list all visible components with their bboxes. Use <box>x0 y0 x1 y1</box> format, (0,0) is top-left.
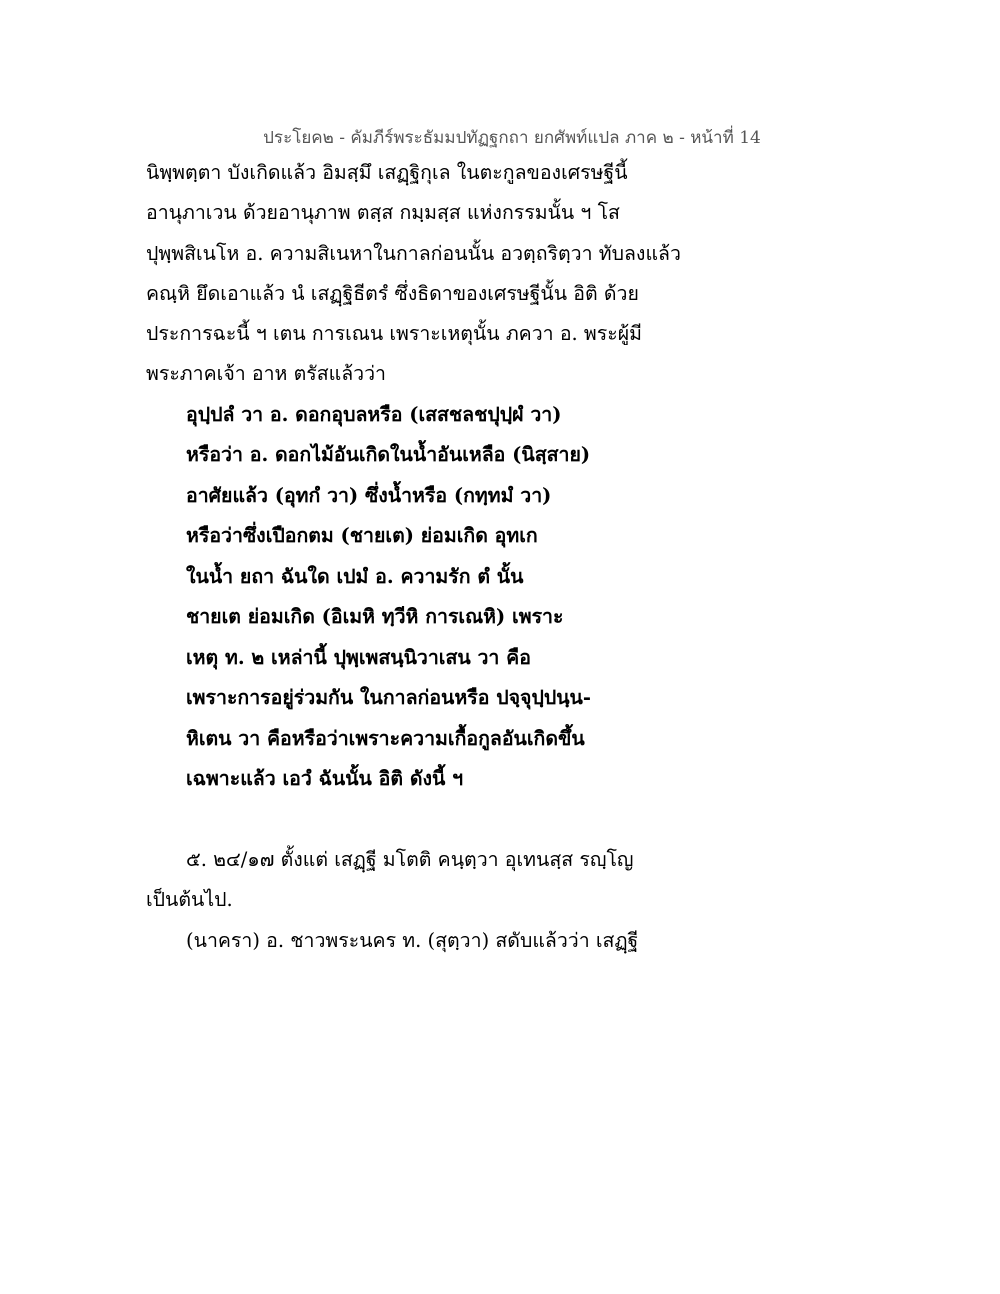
verse-line: อาศัยแล้ว (อุทกํ วา) ซึ่งน้ำหรือ (กทฺทมํ วา) <box>186 484 552 507</box>
verse-line: ในน้ำ ยถา ฉันใด เปมํ อ. ความรัก ตํ นั้น <box>186 565 524 588</box>
text-line: ประการฉะนี้ ฯ เตน การเณน เพราะเหตุนั้น ภควา อ. พระผู้มี <box>146 322 643 345</box>
verse-line: เหตุ ท. ๒ เหล่านี้ ปุพฺเพสนฺนิวาเสน วา คือ <box>186 646 531 669</box>
text-line: คณฺหิ ยึดเอาแล้ว นํ เสฏฺฐิธีตรํ ซึ่งธิดาของเศรษฐีนั้น อิติ ด้วย <box>146 282 639 305</box>
page-header-text: ประโยค๒ - คัมภีร์พระธัมมปทัฏฐกถา ยกศัพท์แปล ภาค ๒ - หน้าที่ 14 <box>263 128 761 148</box>
verse-line: หิเตน วา คือหรือว่าเพราะความเกื้อกูลอันเกิดขึ้น <box>186 727 585 750</box>
page-header <box>0 124 1000 151</box>
verse-line: เฉพาะแล้ว เอวํ ฉันนั้น อิติ ดังนี้ ฯ <box>186 767 464 790</box>
text-line: (นาครา) อ. ชาวพระนคร ท. (สุตฺวา) สดับแล้วว่า เสฏฺฐี <box>186 929 639 952</box>
verse-line: อุปฺปลํ วา อ. ดอกอุบลหรือ (เสสชลชปุปฺผํ วา) <box>186 403 562 426</box>
verse-line: เพราะการอยู่ร่วมกัน ในกาลก่อนหรือ ปจฺจุปฺปนฺน- <box>186 686 591 709</box>
text-line: เป็นต้นไป. <box>146 888 233 911</box>
text-line: ปุพฺพสิเนโห อ. ความสิเนหาในกาลก่อนนั้น อวตฺถริตฺวา ทับลงแล้ว <box>146 242 681 265</box>
text-line: พระภาคเจ้า อาห ตรัสแล้วว่า <box>146 362 387 385</box>
verse-line: ชายเต ย่อมเกิด (อิเมหิ ทฺวีหิ การเณหิ) เพราะ <box>186 605 564 628</box>
verse-line: หรือว่าซึ่งเปือกตม (ชายเต) ย่อมเกิด อุทเก <box>186 524 538 547</box>
text-line: นิพฺพตฺตา บังเกิดแล้ว อิมสฺมึ เสฏฺฐิกุเล ในตะกูลของเศรษฐีนี้ <box>146 161 628 184</box>
verse-line: หรือว่า อ. ดอกไม้อันเกิดในน้ำอันเหลือ (นิสฺสาย) <box>186 443 591 466</box>
text-line: อานุภาเวน ด้วยอานุภาพ ตสฺส กมฺมสฺส แห่งกรรมนั้น ฯ โส <box>146 201 620 224</box>
section-heading-line: ๕. ๒๔/๑๗ ตั้งแต่ เสฏฺฐี มโตติ คนฺตฺวา อุเทนสฺส รญฺโญ <box>186 848 634 871</box>
